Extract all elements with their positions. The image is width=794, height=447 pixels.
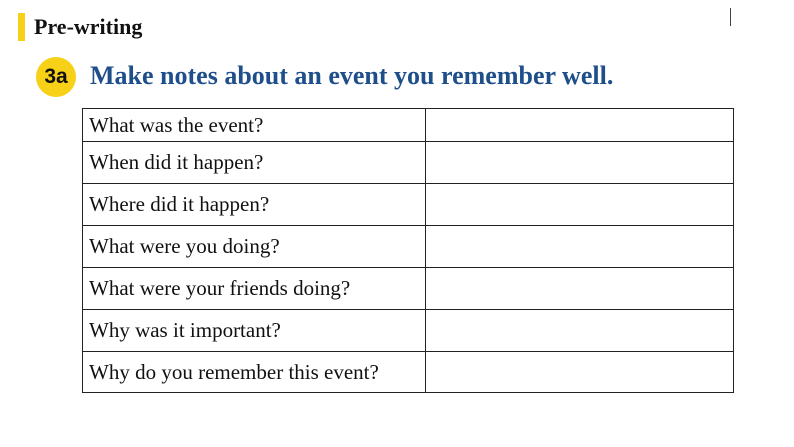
answer-cell[interactable]: [426, 310, 734, 352]
question-cell: Why do you remember this event?: [83, 352, 426, 393]
table-row: [83, 142, 734, 184]
table-row: [83, 310, 734, 352]
question-cell: What were you doing?: [83, 226, 426, 268]
corner-divider: [730, 8, 731, 26]
table-row: [83, 184, 734, 226]
answer-cell[interactable]: [426, 352, 734, 393]
question-cell: Where did it happen?: [83, 184, 426, 226]
question-cell: Why was it important?: [83, 310, 426, 352]
notes-table: [82, 108, 734, 393]
activity-badge: 3a: [36, 57, 76, 97]
section-title: Pre-writing: [34, 14, 143, 39]
table-row: [83, 352, 734, 393]
question-cell: What was the event?: [83, 109, 426, 142]
table-row: [83, 226, 734, 268]
answer-cell[interactable]: [426, 226, 734, 268]
answer-cell[interactable]: [426, 268, 734, 310]
activity-instruction: Make notes about an event you remember well.: [90, 61, 614, 90]
question-cell: What were your friends doing?: [83, 268, 426, 310]
question-cell: When did it happen?: [83, 142, 426, 184]
answer-cell[interactable]: [426, 184, 734, 226]
answer-cell[interactable]: [426, 109, 734, 142]
section-accent-bar: [18, 13, 25, 41]
table-row: [83, 109, 734, 142]
answer-cell[interactable]: [426, 142, 734, 184]
table-row: [83, 268, 734, 310]
